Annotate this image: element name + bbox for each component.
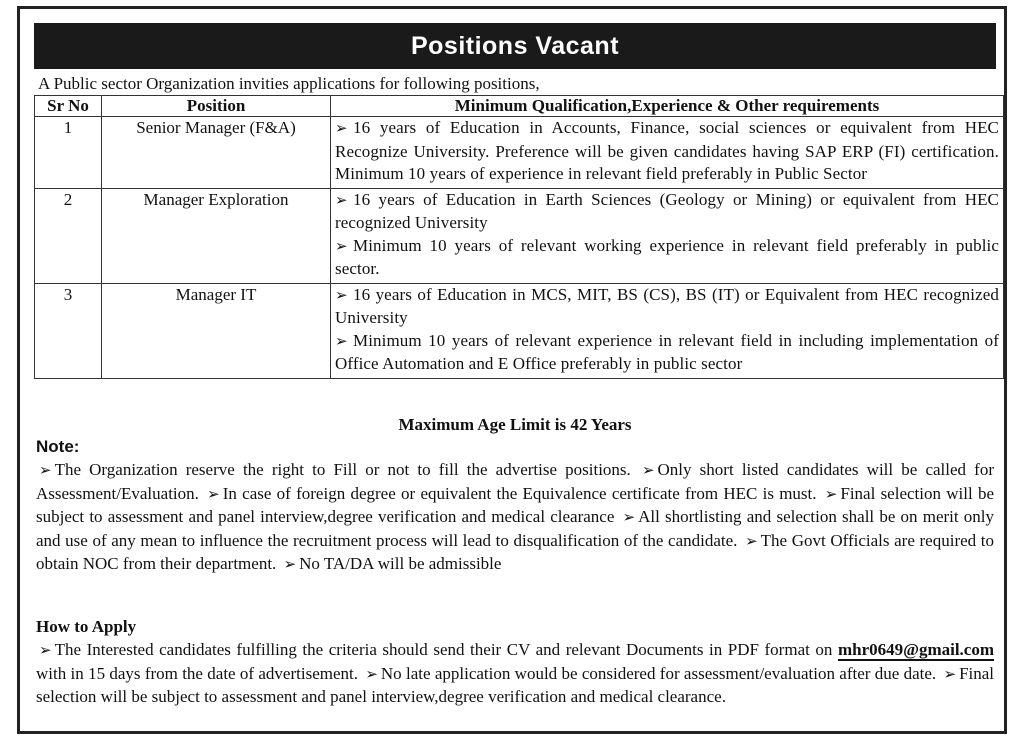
- arrow-bullet-icon: ➢: [335, 238, 348, 255]
- note-body: [36, 459, 994, 577]
- arrow-bullet-icon: ➢: [335, 121, 348, 137]
- note-item: The Govt Officials are required to obtain NOC from their department.: [36, 530, 994, 573]
- how-to-apply-body: [36, 639, 994, 709]
- arrow-bullet-icon: ➢: [335, 192, 348, 209]
- requirement-text: 16 years of Education in MCS, MIT, BS (CS), BS (IT) or Equivalent from HEC recognized University: [335, 284, 999, 327]
- requirements-cell: [331, 188, 1004, 283]
- requirement-text: Minimum 10 years of relevant working experience in relevant field preferably in public sector.: [335, 235, 999, 278]
- note-item: The Organization reserve the right to Fill or not to fill the advertise positions.: [54, 460, 631, 479]
- apply-text: No late application would be considered for assessment/evaluation after due date.: [380, 663, 937, 683]
- table-row: [35, 117, 1004, 189]
- arrow-bullet-icon: ➢: [207, 486, 220, 503]
- header-sr-no: Sr No: [35, 96, 102, 117]
- sr-no: 2: [35, 188, 102, 283]
- requirement-text: 16 years of Education in Accounts, Finance, social sciences or equivalent from HEC Recognize University. Preference will be given candidates having SAP ERP (FI) certification. Minimum 10 years of experience in relevant field preferably in Public Sector: [335, 118, 999, 183]
- how-to-apply-heading: How to Apply: [36, 617, 137, 636]
- arrow-bullet-icon: ➢: [622, 510, 636, 526]
- requirements-cell: [331, 117, 1004, 189]
- requirements-cell: [331, 283, 1004, 378]
- header-requirements: Minimum Qualification,Experience & Other requirements: [331, 96, 1004, 117]
- arrow-bullet-icon: ➢: [39, 643, 52, 659]
- note-item: Final selection will be subject to assessment and panel interview,degree verification and medical clearance: [36, 483, 995, 526]
- arrow-bullet-icon: ➢: [335, 287, 348, 304]
- apply-text: Final selection will be subject to assessment and panel interview,degree verification and medical clearance.: [36, 663, 995, 706]
- apply-text: The Interested candidates fulfilling the criteria should send their CV and relevant Documents in PDF format on: [54, 640, 833, 659]
- arrow-bullet-icon: ➢: [943, 666, 957, 683]
- note-heading: Note:: [36, 437, 80, 456]
- arrow-bullet-icon: ➢: [283, 557, 297, 573]
- note-item: Only short listed candidates will be called for Assessment/Evaluation.: [36, 460, 994, 503]
- arrow-bullet-icon: ➢: [335, 333, 348, 350]
- arrow-bullet-icon: ➢: [39, 463, 52, 479]
- arrow-bullet-icon: ➢: [641, 463, 655, 479]
- note-item: In case of foreign degree or equivalent the Equivalence certificate from HEC is must.: [222, 483, 817, 503]
- table-row: [35, 188, 1004, 283]
- intro-text: A Public sector Organization invities applications for following positions,: [38, 74, 540, 93]
- requirement-text: 16 years of Education in Earth Sciences (Geology or Mining) or equivalent from HEC recognized University: [335, 189, 999, 232]
- page-title: Positions Vacant: [34, 23, 996, 69]
- position-name: Manager IT: [102, 283, 331, 378]
- arrow-bullet-icon: ➢: [824, 486, 838, 503]
- sr-no: 3: [35, 283, 102, 378]
- sr-no: 1: [35, 117, 102, 189]
- positions-table: [34, 95, 1004, 379]
- header-position: Position: [102, 96, 331, 117]
- age-limit: Maximum Age Limit is 42 Years: [398, 415, 632, 434]
- arrow-bullet-icon: ➢: [745, 533, 758, 550]
- table-header-row: [35, 96, 1004, 117]
- table-row: [35, 283, 1004, 378]
- note-item: No TA/DA will be admissible: [299, 554, 502, 573]
- position-name: Senior Manager (F&A): [102, 117, 331, 189]
- position-name: Manager Exploration: [102, 188, 331, 283]
- requirement-text: Minimum 10 years of relevant experience in relevant field in including implementation of Office Automation and E Office preferably in public sector: [335, 330, 999, 373]
- apply-text: with in 15 days from the date of advertisement.: [36, 663, 358, 683]
- email-link[interactable]: mhr0649@gmail.com: [837, 640, 995, 659]
- note-item: All shortlisting and selection shall be on merit only and use of any mean to influence the recruitment process will lead to disqualification of the candidate.: [36, 507, 995, 550]
- job-advertisement: [17, 6, 1007, 734]
- arrow-bullet-icon: ➢: [365, 666, 378, 683]
